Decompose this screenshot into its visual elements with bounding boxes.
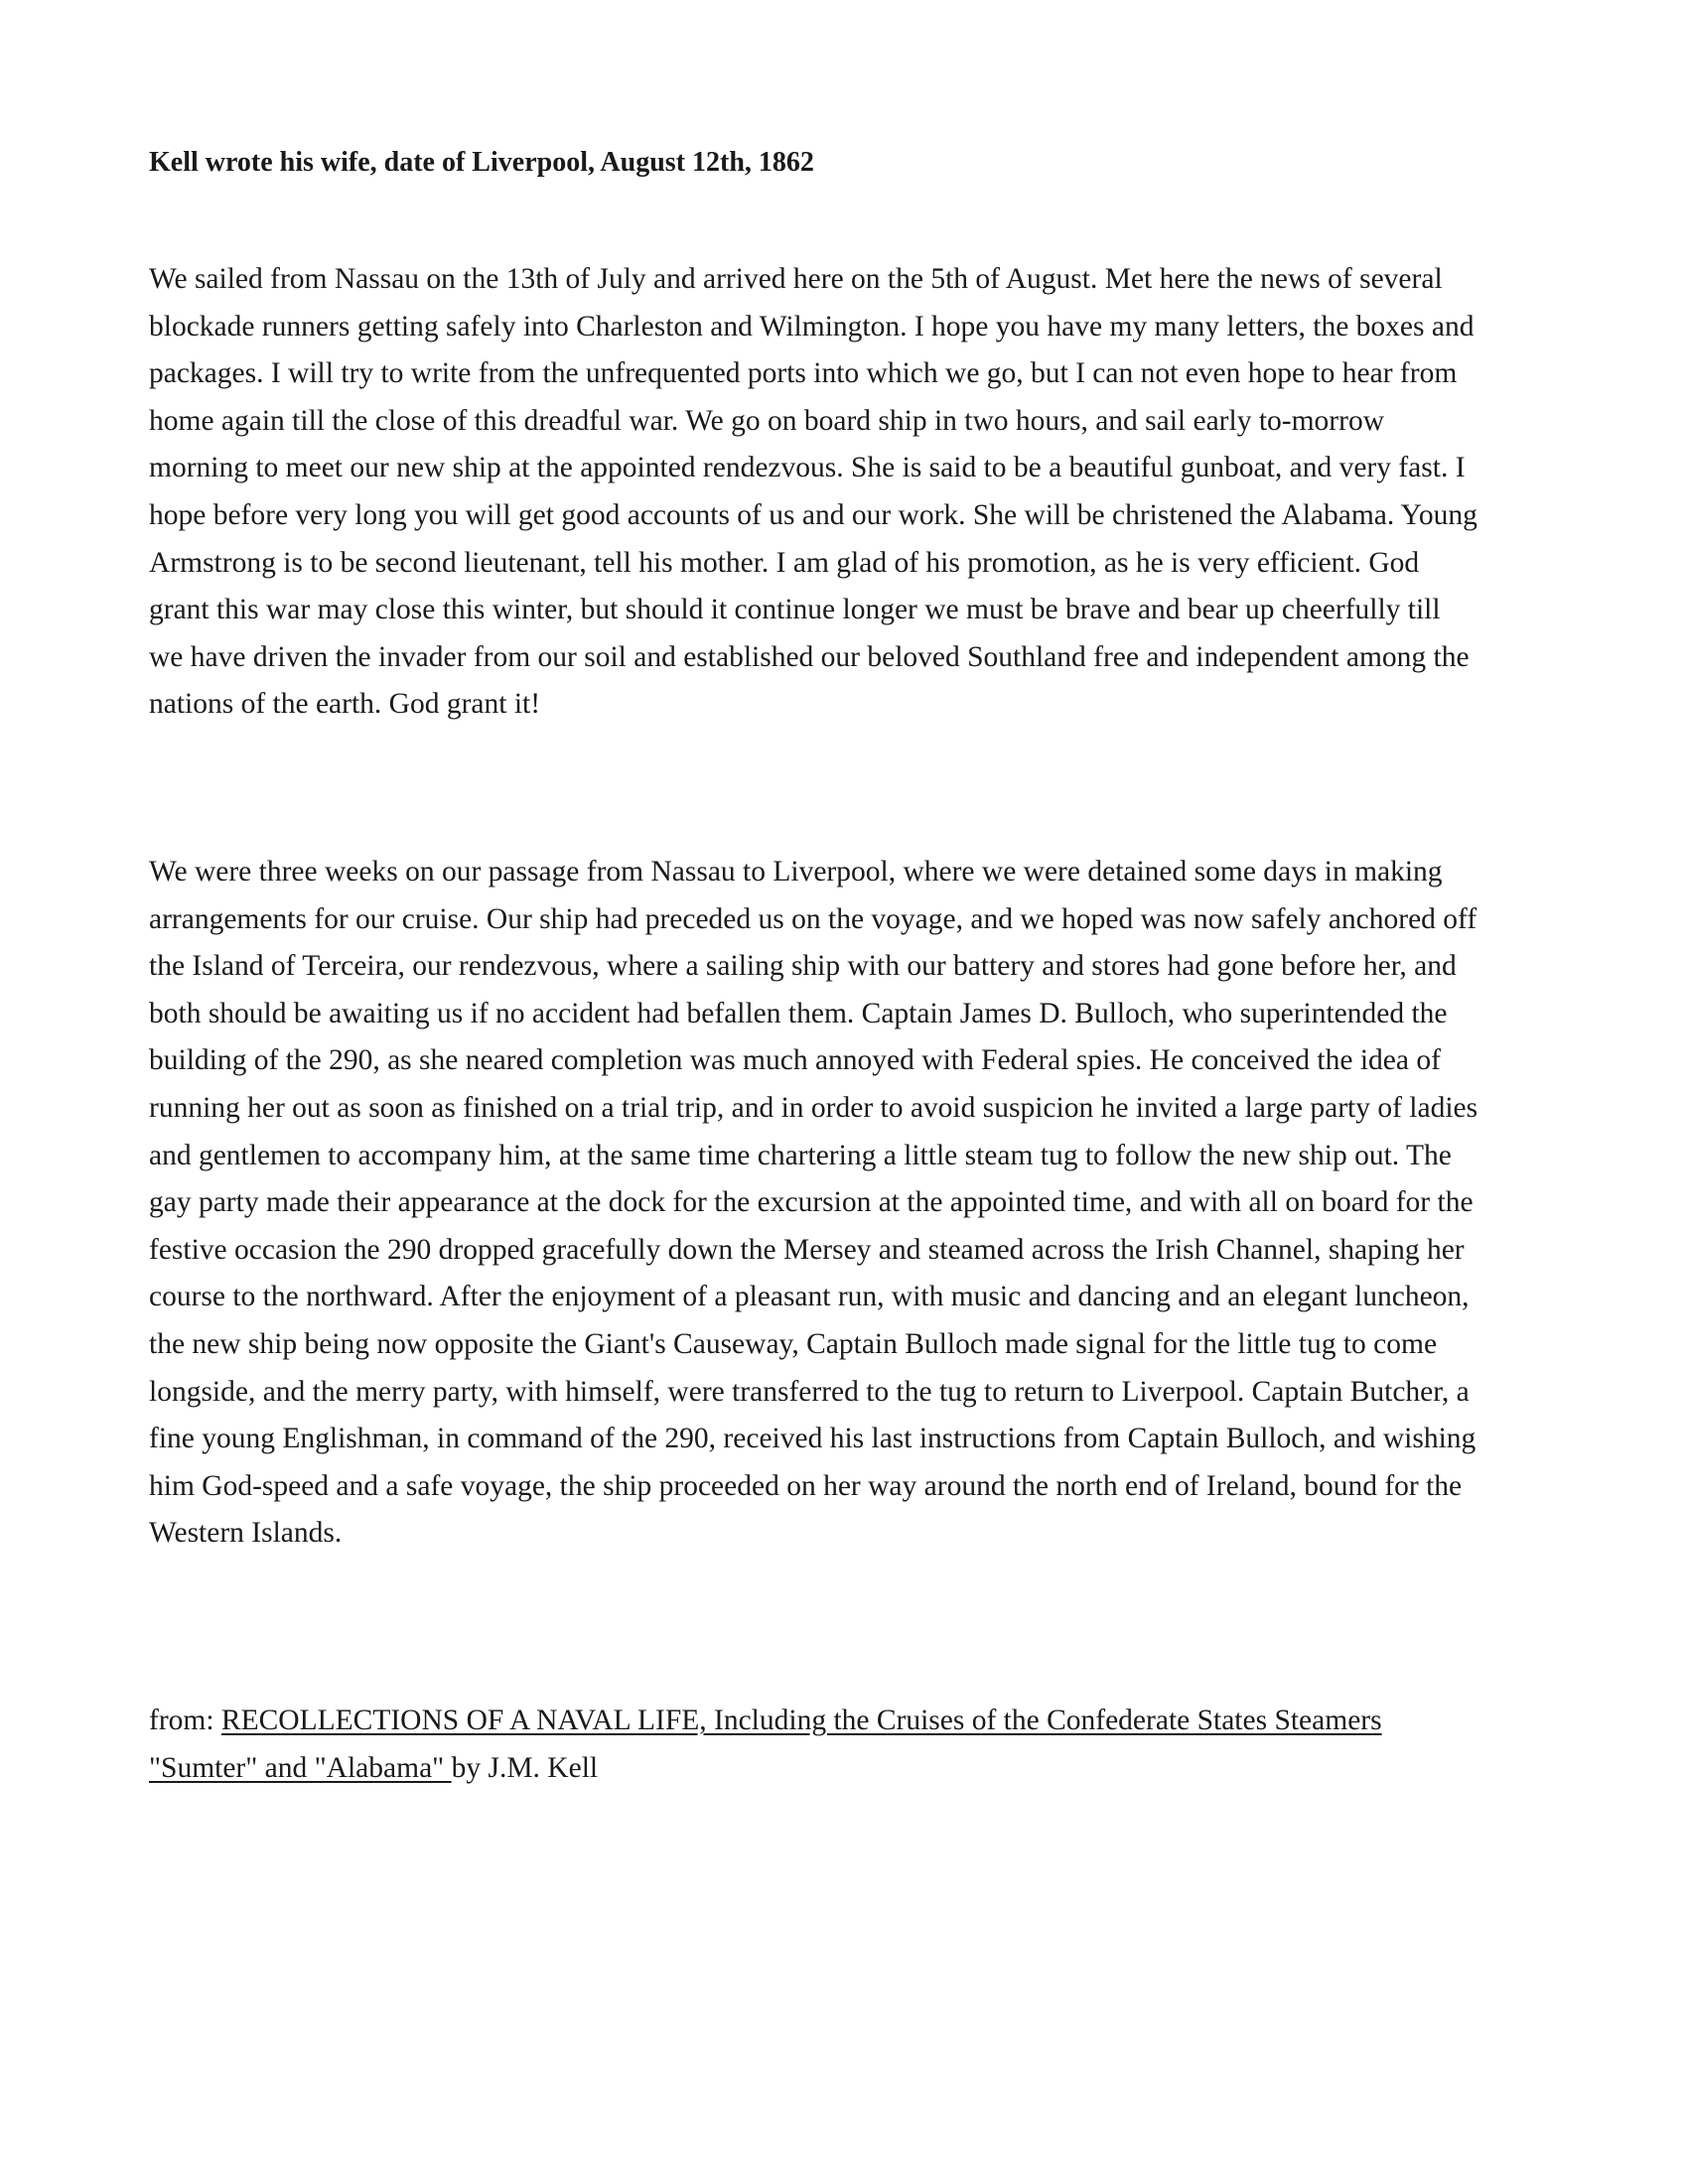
source-citation bbox=[149, 1698, 1479, 1792]
letter-heading: Kell wrote his wife, date of Liverpool, August 12th, 1862 bbox=[149, 147, 814, 178]
paragraph-narrative: We were three weeks on our passage from Nassau to Liverpool, where we were detained some days in making arrangements for our cruise. Our ship had preceded us on the voyage, and we hoped was now safely anchored off the Island of Terceira, our rendezvous, where a sailing ship with our battery and stores had gone before her, and both should be awaiting us if no accident had befallen them. Captain James D. Bulloch, who superintended the building of the 290, as she neared completion was much annoyed with Federal spies. He conceived the idea of running her out as soon as finished on a trial trip, and in order to avoid suspicion he invited a large party of ladies and gentlemen to accompany him, at the same time chartering a little steam tug to follow the new ship out. The gay party made their appearance at the dock for the excursion at the appointed time, and with all on board for the festive occasion the 290 dropped gracefully down the Mersey and steamed across the Irish Channel, shaping her course to the northward. After the enjoyment of a pleasant run, with music and dancing and an elegant luncheon, the new ship being now opposite the Giant's Causeway, Captain Bulloch made signal for the little tug to come longside, and the merry party, with himself, were transferred to the tug to return to Liverpool. Captain Butcher, a fine young Englishman, in command of the 290, received his last instructions from Captain Bulloch, and wishing him God-speed and a safe voyage, the ship proceeded on her way around the north end of Ireland, bound for the Western Islands. bbox=[149, 856, 1478, 1550]
source-book-title: RECOLLECTIONS OF A NAVAL LIFE, Including the Cruises of the Confederate States Steamers "Sumter" and "Alabama" bbox=[149, 1705, 1382, 1784]
source-prefix: from: bbox=[149, 1705, 221, 1736]
source-author: by J.M. Kell bbox=[451, 1751, 599, 1784]
paragraph-letter: We sailed from Nassau on the 13th of July and arrived here on the 5th of August. Met here the news of several blockade runners getting safely into Charleston and Wilmington. I hope you have my many letters, the boxes and packages. I will try to write from the unfrequented ports into which we go, but I can not even hope to hear from home again till the close of this dreadful war. We go on board ship in two hours, and sail early to-morrow morning to meet our new ship at the appointed rendezvous. She is said to be a beautiful gunboat, and very fast. I hope before very long you will get good accounts of us and our work. She will be christened the Alabama. Young Armstrong is to be second lieutenant, tell his mother. I am glad of his promotion, as he is very efficient. God grant this war may close this winter, but should it continue longer we must be brave and bear up cheerfully till we have driven the invader from our soil and established our beloved Southland free and independent among the nations of the earth. God grant it! bbox=[149, 263, 1477, 721]
